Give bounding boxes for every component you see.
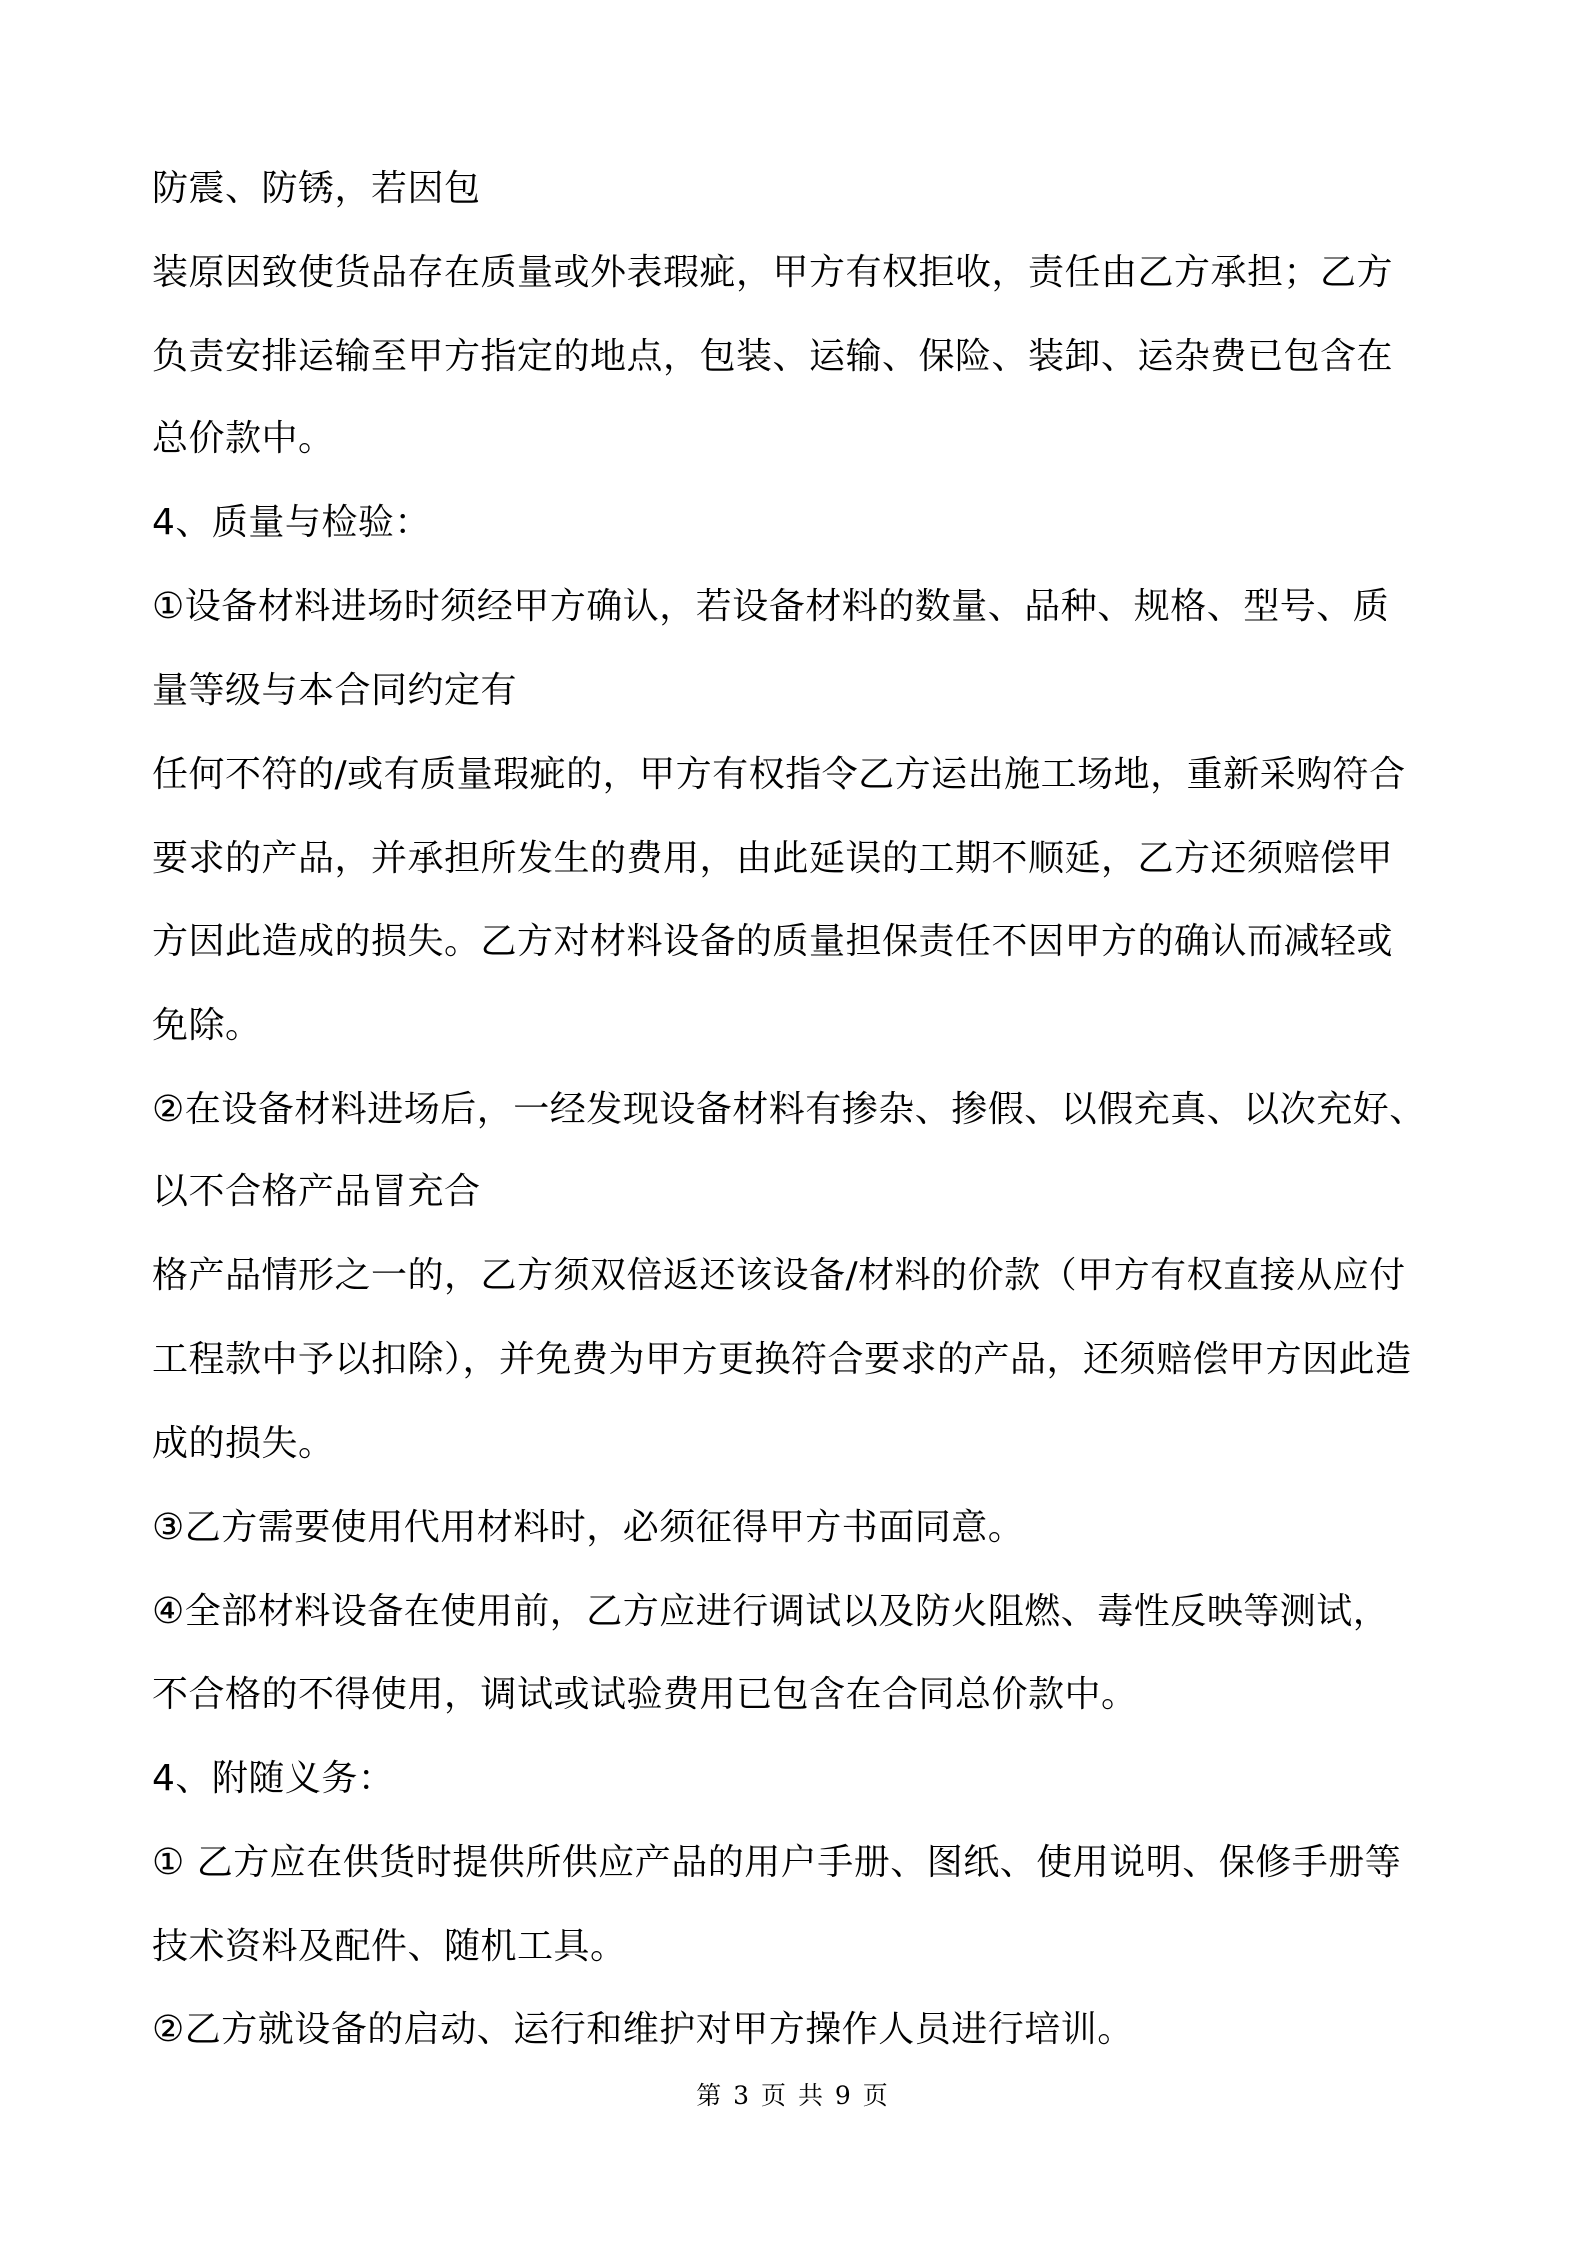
section-heading: 4、质量与检验： xyxy=(152,502,431,543)
text-line: 方因此造成的损失。乙方对材料设备的质量担保责任不因甲方的确认而减轻或 xyxy=(152,921,1394,962)
text-line: 不合格的不得使用，调试或试验费用已包含在合同总价款中。 xyxy=(152,1674,1138,1715)
text-line: 量等级与本合同约定有 xyxy=(152,670,518,711)
text-line: ④全部材料设备在使用前，乙方应进行调试以及防火阻燃、毒性反映等测试， xyxy=(152,1591,1390,1632)
text-line: 装原因致使货品存在质量或外表瑕疵，甲方有权拒收，责任由乙方承担；乙方 xyxy=(152,252,1394,293)
text-line: 工程款中予以扣除），并免费为甲方更换符合要求的产品，还须赔偿甲方因此造 xyxy=(152,1339,1412,1380)
text-line: ③乙方需要使用代用材料时，必须征得甲方书面同意。 xyxy=(152,1507,1025,1548)
text-line: 以不合格产品冒充合 xyxy=(152,1171,481,1212)
section-heading: 4、附随义务： xyxy=(152,1758,395,1799)
text-line: 要求的产品，并承担所发生的费用，由此延误的工期不顺延，乙方还须赔偿甲 xyxy=(152,838,1394,879)
page-number: 第 3 页 共 9 页 xyxy=(696,2081,890,2110)
text-line: 成的损失。 xyxy=(152,1423,335,1464)
text-line: 任何不符的/或有质量瑕疵的，甲方有权指令乙方运出施工场地，重新采购符合 xyxy=(152,754,1406,795)
text-line: 格产品情形之一的，乙方须双倍返还该设备/材料的价款（甲方有权直接从应付 xyxy=(152,1255,1406,1296)
text-line: ①设备材料进场时须经甲方确认，若设备材料的数量、品种、规格、型号、质 xyxy=(152,586,1390,627)
text-line: ②在设备材料进场后，一经发现设备材料有掺杂、掺假、以假充真、以次充好、 xyxy=(152,1089,1426,1130)
text-line: ① 乙方应在供货时提供所供应产品的用户手册、图纸、使用说明、保修手册等 xyxy=(152,1842,1402,1883)
text-line: ②乙方就设备的启动、运行和维护对甲方操作人员进行培训。 xyxy=(152,2009,1134,2050)
text-line: 总价款中。 xyxy=(152,418,335,459)
text-line: 免除。 xyxy=(152,1005,262,1046)
text-line: 负责安排运输至甲方指定的地点，包装、运输、保险、装卸、运杂费已包含在 xyxy=(152,336,1394,377)
text-line: 防震、防锈，若因包 xyxy=(152,168,481,209)
text-line: 技术资料及配件、随机工具。 xyxy=(152,1926,627,1967)
